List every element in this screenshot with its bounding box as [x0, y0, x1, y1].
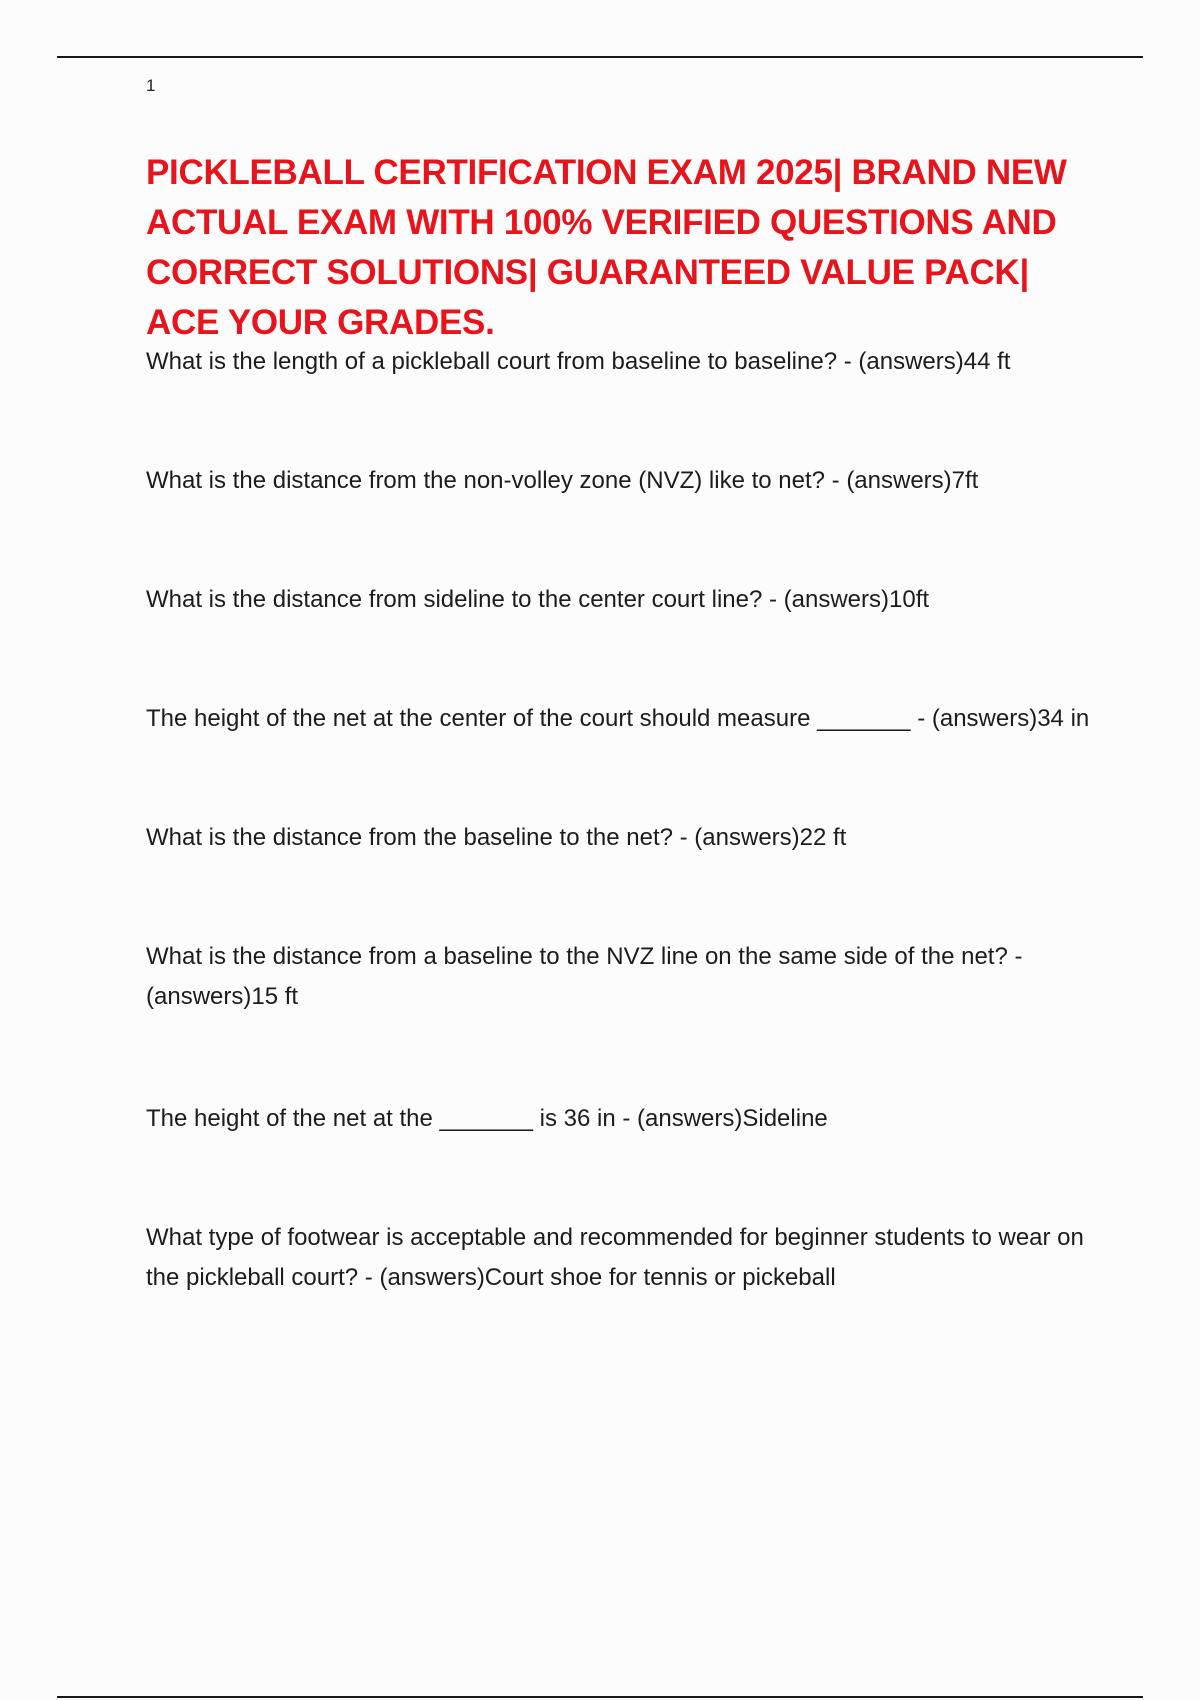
document-title: PICKLEBALL CERTIFICATION EXAM 2025| BRAND NEW ACTUAL EXAM WITH 100% VERIFIED QUESTIONS AND CORRECT SOLUTIONS| GUARANTEED VALUE PACK| ACE YOUR GRADES. [146, 153, 1067, 342]
question-text: What is the length of a pickleball court from baseline to baseline? - [146, 348, 859, 375]
question-item [146, 461, 1106, 501]
question-text: What is the distance from the baseline to the net? - [146, 824, 695, 851]
question-text: What is the distance from the non-volley zone (NVZ) like to net? - [146, 467, 847, 494]
bottom-rule [57, 1696, 1143, 1698]
answer-text: (answers)22 ft [694, 824, 847, 851]
answer-text: (answers)15 ft [146, 983, 299, 1010]
question-item [146, 1099, 1106, 1139]
answer-text: (answers)10ft [783, 586, 930, 613]
question-item [146, 580, 1106, 620]
question-text: The height of the net at the center of the court should measure _______ - [146, 705, 932, 732]
answer-text: (answers)44 ft [858, 348, 1011, 375]
top-rule [57, 56, 1143, 58]
question-text: What is the distance from sideline to the center court line? - [146, 586, 784, 613]
page-number: 1 [146, 76, 156, 95]
answer-text: (answers)34 in [931, 705, 1090, 732]
question-list [146, 342, 1106, 1298]
question-text: What type of footwear is acceptable and recommended for beginner students to wear on the pickleball court? - [146, 1224, 1084, 1291]
question-text: What is the distance from a baseline to the NVZ line on the same side of the net? - [146, 943, 1023, 970]
answer-text: (answers)Court shoe for tennis or pickeball [379, 1264, 836, 1291]
question-item [146, 937, 1106, 1017]
question-text: The height of the net at the _______ is 36 in - [146, 1105, 638, 1132]
question-item [146, 342, 1106, 382]
question-item [146, 699, 1106, 739]
answer-text: (answers)Sideline [637, 1105, 828, 1132]
question-item [146, 1218, 1106, 1298]
answer-text: (answers)7ft [846, 467, 979, 494]
question-item [146, 818, 1106, 858]
